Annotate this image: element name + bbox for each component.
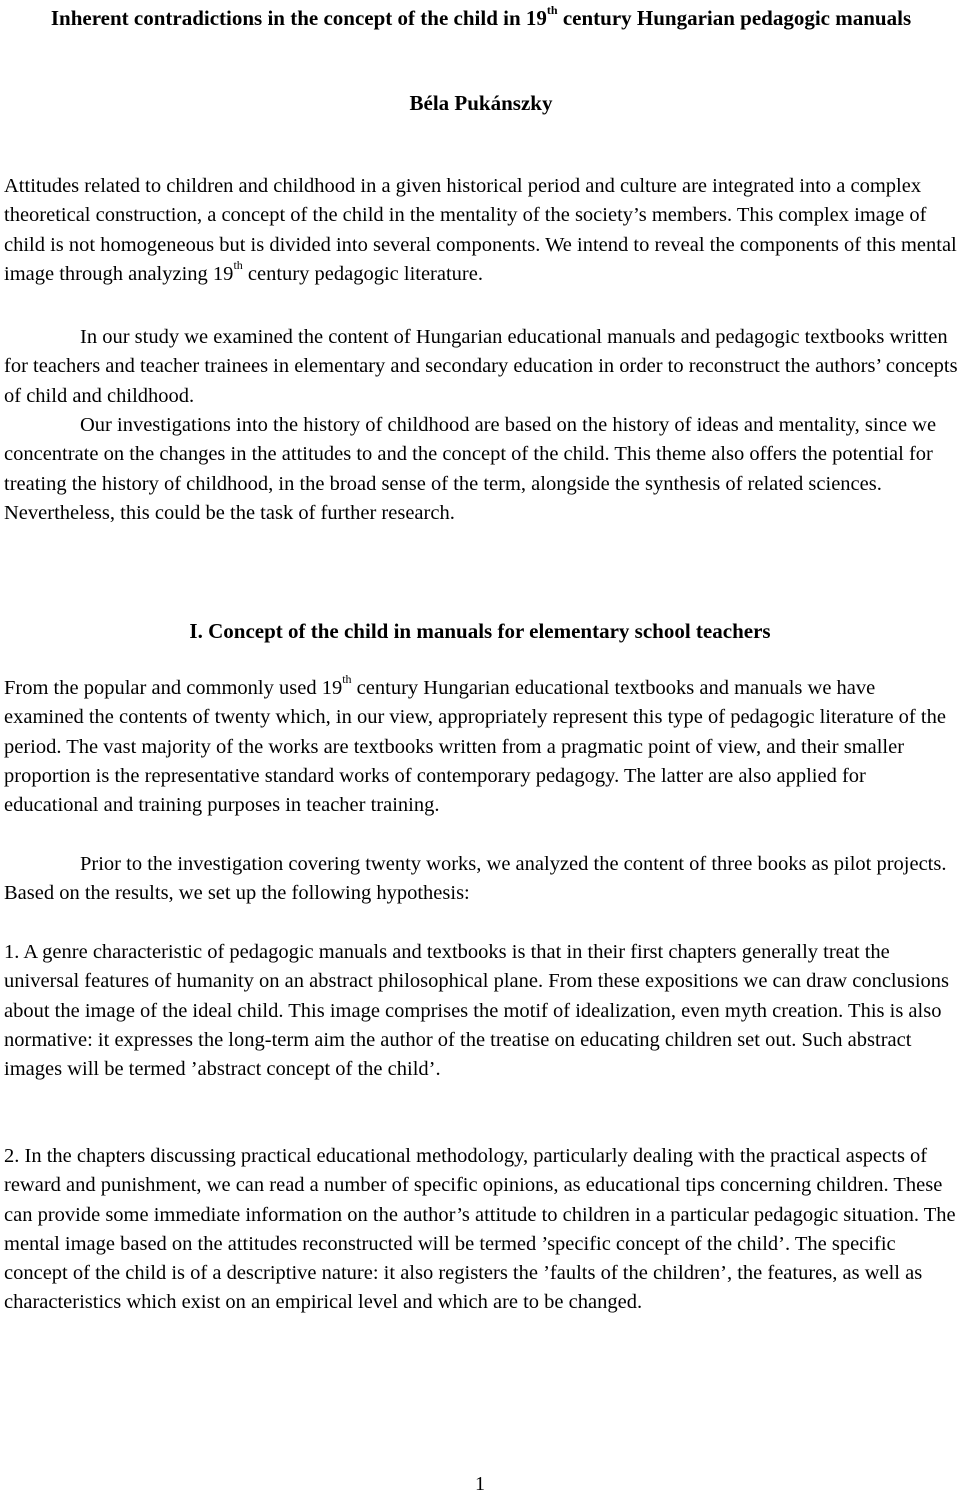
paper-title: Inherent contradictions in the concept of the child in 19th century Hungarian pedagogic manuals bbox=[50, 3, 912, 30]
section-paragraph-2: Prior to the investigation covering twenty works, we analyzed the content of three books as pilot projects. Based on the results, we set up the following hypothesis: bbox=[4, 853, 947, 905]
abstract-paragraph-3: Our investigations into the history of childhood are based on the history of ideas and mentality, since we concentrate on the changes in the attitudes to and the concept of the child. This theme also offers the potential for treating the history of childhood, in the broad sense of the term, alongside the synthesis of related sciences. Nevertheless, this could be the task of further research. bbox=[4, 414, 937, 524]
title-superscript: th bbox=[546, 3, 558, 17]
section-heading: I. Concept of the child in manuals for elementary school teachers bbox=[189, 619, 771, 643]
abstract-paragraph-2: In our study we examined the content of Hungarian educational manuals and pedagogic textbooks written for teachers and teacher trainees in elementary and secondary education in order to reconstruct the authors’ concepts of child and childhood. bbox=[4, 326, 958, 407]
section-superscript: th bbox=[342, 672, 352, 687]
hypothesis-item-2: 2. In the chapters discussing practical educational methodology, particularly dealing with the practical aspects of reward and punishment, we can read a number of specific opinions, as educational tips concerning children. These can provide some immediate information on the author’s attitude to children in a particular pedagogic situation. The mental image based on the attitudes reconstructed will be termed ’specific concept of the child’. The specific concept of the child is of a descriptive nature: it also registers the ’faults of the children’, the features, as well as characteristics which exist on an empirical level and which are to be changed. bbox=[4, 1145, 956, 1314]
abstract-superscript: th bbox=[233, 258, 243, 273]
abstract-paragraph-1: Attitudes related to children and childhood in a given historical period and culture are integrated into a complex theoretical construction, a concept of the child in the mentality of the society’s members. This complex image of child is not homogeneous but is divided into several components. We intend to reveal the components of this mental image through analyzing 19th century pedagogic literature. bbox=[4, 175, 957, 285]
hypothesis-item-1: 1. A genre characteristic of pedagogic manuals and textbooks is that in their first chapters generally treat the universal features of humanity on an abstract philosophical plane. From these expositions we can draw conclusions about the image of the ideal child. This image comprises the motif of idealization, even myth creation. This is also normative: it expresses the long-term aim the author of the treatise on educating children set out. Such abstract images will be termed ’abstract concept of the child’. bbox=[4, 941, 950, 1081]
page-number: 1 bbox=[475, 1473, 485, 1495]
section-paragraph-1: From the popular and commonly used 19th century Hungarian educational textbooks and manuals we have examined the contents of twenty which, in our view, appropriately represent this type of pedagogic literature of the period. The vast majority of the works are textbooks written from a pragmatic point of view, and their smaller proportion is the representative standard works of contemporary pedagogy. The latter are also applied for educational and training purposes in teacher training. bbox=[4, 672, 946, 817]
author-name: Béla Pukánszky bbox=[409, 91, 553, 115]
